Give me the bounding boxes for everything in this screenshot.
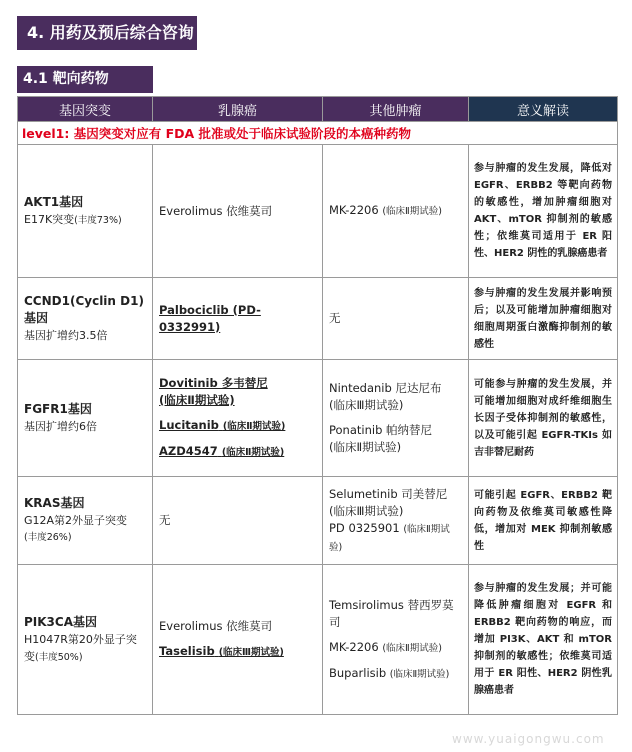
breast-drug-cell (153, 145, 323, 278)
table-row (18, 145, 618, 278)
drug-name: Everolimus 依维莫司 (159, 619, 273, 633)
gene-variant: E17K突变(丰度73%) (24, 212, 122, 226)
drug-name: Everolimus 依维莫司 (159, 203, 273, 218)
level-text: level1: 基因突变对应有 FDA 批准或处于临床试验阶段的本癌种药物 (18, 122, 618, 145)
other-drug-cell (323, 360, 469, 477)
breast-drug-cell (153, 565, 323, 715)
level-row (18, 122, 618, 145)
gene-cell (18, 565, 153, 715)
drug-note: (临床Ⅲ期试验) (329, 398, 404, 412)
subsection-title: 4.1 靶向药物 (17, 66, 153, 93)
gene-variant: H1047R第20外显子突变(丰度50%) (24, 632, 137, 663)
gene-variant: G12A第2外显子突变 (24, 514, 128, 527)
header-other-tumors: 其他肿瘤 (323, 97, 469, 122)
gene-name: FGFR1基因 (24, 402, 92, 416)
interpretation-text: 参与肿瘤的发生发展并影响预后；以及可能增加肿瘤细胞对细胞周期蛋白激酶抑制剂的敏感性 (469, 278, 618, 360)
other-drug-cell (323, 477, 469, 565)
targeted-drug-table (17, 96, 618, 715)
breast-drug-cell (153, 360, 323, 477)
table-row (18, 360, 618, 477)
header-interpretation: 意义解读 (469, 97, 618, 122)
watermark: www.yuaigongwu.com (452, 732, 605, 746)
gene-cell (18, 360, 153, 477)
gene-name: KRAS基因 (24, 496, 85, 510)
drug-name: Ponatinib 帕纳替尼 (329, 423, 433, 437)
drug-note: (临床Ⅱ期试验) (159, 393, 235, 407)
drug-entry: AZD4547 (临床Ⅱ期试验) (159, 444, 285, 458)
drug-entry: Lucitanib (临床Ⅱ期试验) (159, 418, 286, 432)
drug-name: Palbociclib (PD-0332991) (159, 302, 261, 334)
drug-entry: MK-2206 (临床Ⅱ期试验) (329, 203, 442, 217)
breast-drug-cell (153, 278, 323, 360)
drug-name: 无 (159, 513, 171, 527)
drug-name: Nintedanib 尼达尼布 (329, 381, 442, 395)
drug-note: (临床Ⅲ期试验) (329, 503, 404, 518)
gene-name: AKT1基因 (24, 194, 84, 209)
other-drug-cell (323, 565, 469, 715)
drug-name: 无 (329, 311, 341, 325)
gene-name: CCND1(Cyclin D1)基因 (24, 294, 144, 325)
drug-name: Dovitinib 多韦替尼 (159, 376, 268, 390)
gene-cell (18, 145, 153, 278)
drug-name: Temsirolimus 替西罗莫司 (329, 597, 454, 629)
drug-entry: Taselisib (临床Ⅲ期试验) (159, 644, 284, 658)
header-gene-mutation: 基因突变 (18, 97, 153, 122)
gene-name: PIK3CA基因 (24, 614, 98, 629)
interpretation-text: 参与肿瘤的发生发展；并可能降低肿瘤细胞对 EGFR 和 ERBB2 靶向药物的响应，而增加 PI3K、AKT 和 mTOR 抑制剂的敏感性；依维莫司适用于 ER 阳性、HER2 阴性乳腺癌患者 (469, 565, 618, 715)
gene-cell (18, 278, 153, 360)
drug-note: (临床Ⅱ期试验) (329, 440, 402, 454)
interpretation-text: 可能参与肿瘤的发生发展，并可能增加细胞对成纤维细胞生长因子受体抑制剂的敏感性，以及可能引起 EGFR-TKIs 如吉非替尼耐药 (469, 360, 618, 477)
breast-drug-cell (153, 477, 323, 565)
gene-variant: 基因扩增约6倍 (24, 420, 97, 433)
table-row (18, 477, 618, 565)
gene-variant: 基因扩增约3.5倍 (24, 329, 108, 342)
other-drug-cell (323, 145, 469, 278)
drug-name: Selumetinib 司美替尼 (329, 486, 448, 501)
interpretation-text: 可能引起 EGFR、ERBB2 靶向药物及依维莫司敏感性降低，增加对 MEK 抑制剂敏感性 (469, 477, 618, 565)
table-row (18, 565, 618, 715)
drug-entry: PD 0325901 (临床Ⅱ期试验) (329, 520, 450, 553)
other-drug-cell (323, 278, 469, 360)
drug-entry: MK-2206 (临床Ⅱ期试验) (329, 639, 442, 654)
interpretation-text: 参与肿瘤的发生发展，降低对 EGFR、ERBB2 等靶向药物的敏感性，增加肿瘤细胞对 AKT、mTOR 抑制剂的敏感性；依维莫司适用于 ER 阳性、HER2 阴性的乳腺癌患者 (469, 145, 618, 278)
gene-cell (18, 477, 153, 565)
table-header-row (18, 97, 618, 122)
drug-entry: Buparlisib (临床Ⅱ期试验) (329, 665, 450, 680)
gene-frequency: (丰度26%) (24, 532, 72, 543)
header-breast-cancer: 乳腺癌 (153, 97, 323, 122)
section-title: 4. 用药及预后综合咨询 (17, 16, 197, 50)
table-row (18, 278, 618, 360)
